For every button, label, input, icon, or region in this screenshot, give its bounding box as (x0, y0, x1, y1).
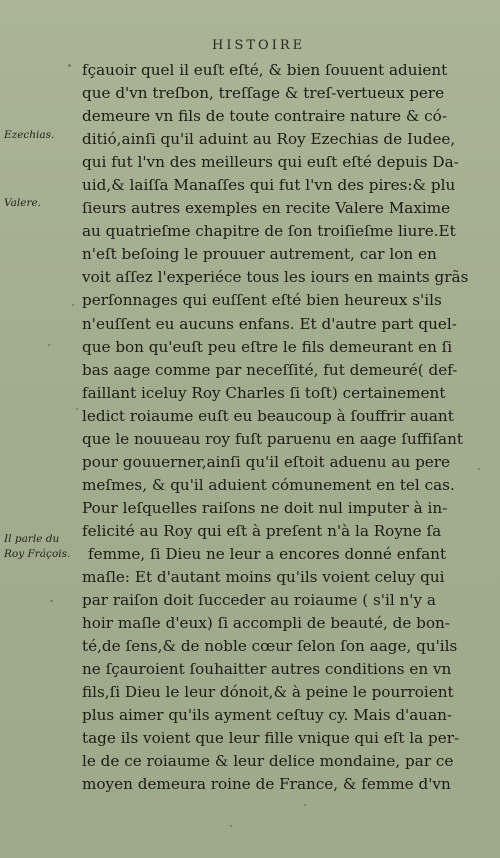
text-line: pour gouuerner,ainſi qu'il eſtoit aduenu au pere (82, 452, 451, 471)
paper-speck (72, 304, 74, 306)
margin-note-ezechias: Ezechias. (4, 129, 55, 141)
text-line: bas aage comme par neceſſité, fut demeuré( def- (82, 360, 458, 379)
text-line: maſle: Et d'autant moins qu'ils voient celuy qui (82, 568, 445, 587)
text-line: hoir maſle d'eux) ſi accompli de beauté, de bon- (82, 614, 450, 633)
text-line: ditió,ainſi qu'il aduint au Roy Ezechias de Iudee, (82, 130, 456, 149)
text-line: meſmes, & qu'il aduient cómunement en tel cas. (82, 475, 455, 494)
text-line: n'eſt beſoing le prouuer autrement, car lon en (82, 245, 437, 264)
body-text (82, 59, 472, 797)
margin-note-il-parle-line1: Il parle du (4, 533, 60, 545)
text-line: fçauoir quel il euſt eſté, & bien ſouuent aduient (82, 61, 448, 79)
text-line: ledict roiaume euſt eu beaucoup à ſouffrir auant (82, 406, 454, 425)
text-line: ne ſçauroient ſouhaitter autres conditions en vn (82, 660, 452, 679)
text-line: tage ils voient que leur fille vnique qui eſt la per- (82, 729, 460, 748)
paper-speck (68, 64, 71, 67)
text-line: perſonnages qui euſſent eſté bien heureux s'ils (82, 291, 442, 310)
running-head: HISTOIRE (212, 38, 306, 53)
text-line: que bon qu'euſt peu eſtre le fils demeurant en ſi (82, 337, 453, 356)
text-line: ſieurs autres exemples en recite Valere Maxime (82, 199, 451, 218)
paper-speck (50, 600, 53, 602)
text-line: que d'vn treſbon, treſſage & treſ-vertueux pere (82, 84, 445, 103)
text-line: par raiſon doit ſucceder au roiaume ( s'il n'y a (82, 591, 436, 610)
text-line: moyen demeura roine de France, & femme d'vn (82, 775, 451, 794)
text-line: femme, ſi Dieu ne leur a encores donné enfant (88, 544, 447, 563)
text-line: qui fut l'vn des meilleurs qui euſt eſté depuis Da- (82, 153, 459, 172)
text-line: Pour leſquelles raiſons ne doit nul imputer à in- (82, 498, 448, 517)
text-line: le de ce roiaume & leur delice mondaine, par ce (82, 752, 454, 771)
text-line: uid,& laiſſa Manaſſes qui fut l'vn des pires:& plu (82, 176, 456, 195)
paper-speck (76, 408, 78, 410)
margin-note-il-parle-line2: Roy Fráçois. (4, 548, 71, 560)
text-line: que le nouueau roy fuſt paruenu en aage ſuffiſant (82, 429, 463, 448)
text-line: au quatrieſme chapitre de ſon troiſieſme liure.Et (82, 222, 456, 241)
text-line: voit aſſez l'experiéce tous les iours en maints grãs (82, 268, 469, 287)
text-line: faillant iceluy Roy Charles ſi toſt) certainement (82, 383, 446, 402)
text-line: n'euſſent eu aucuns enfans. Et d'autre part quel- (82, 314, 457, 333)
text-line: plus aimer qu'ils ayment ceſtuy cy. Mais d'auan- (82, 706, 453, 725)
text-line: té,de ſens,& de noble cœur ſelon ſon aage, qu'ils (82, 637, 458, 656)
text-line: fils,ſi Dieu le leur dónoit,& à peine le pourroient (82, 683, 454, 702)
text-line: felicité au Roy qui eſt à preſent n'à la Royne ſa (82, 521, 442, 540)
paper-speck (48, 344, 50, 346)
paper-speck (304, 804, 306, 806)
text-line: demeure vn fils de toute contraire nature & có- (82, 107, 447, 126)
margin-note-valere: Valere. (4, 197, 42, 209)
margin-note-il-parle (4, 532, 70, 562)
paper-speck (230, 825, 232, 827)
paper-speck (478, 468, 480, 470)
